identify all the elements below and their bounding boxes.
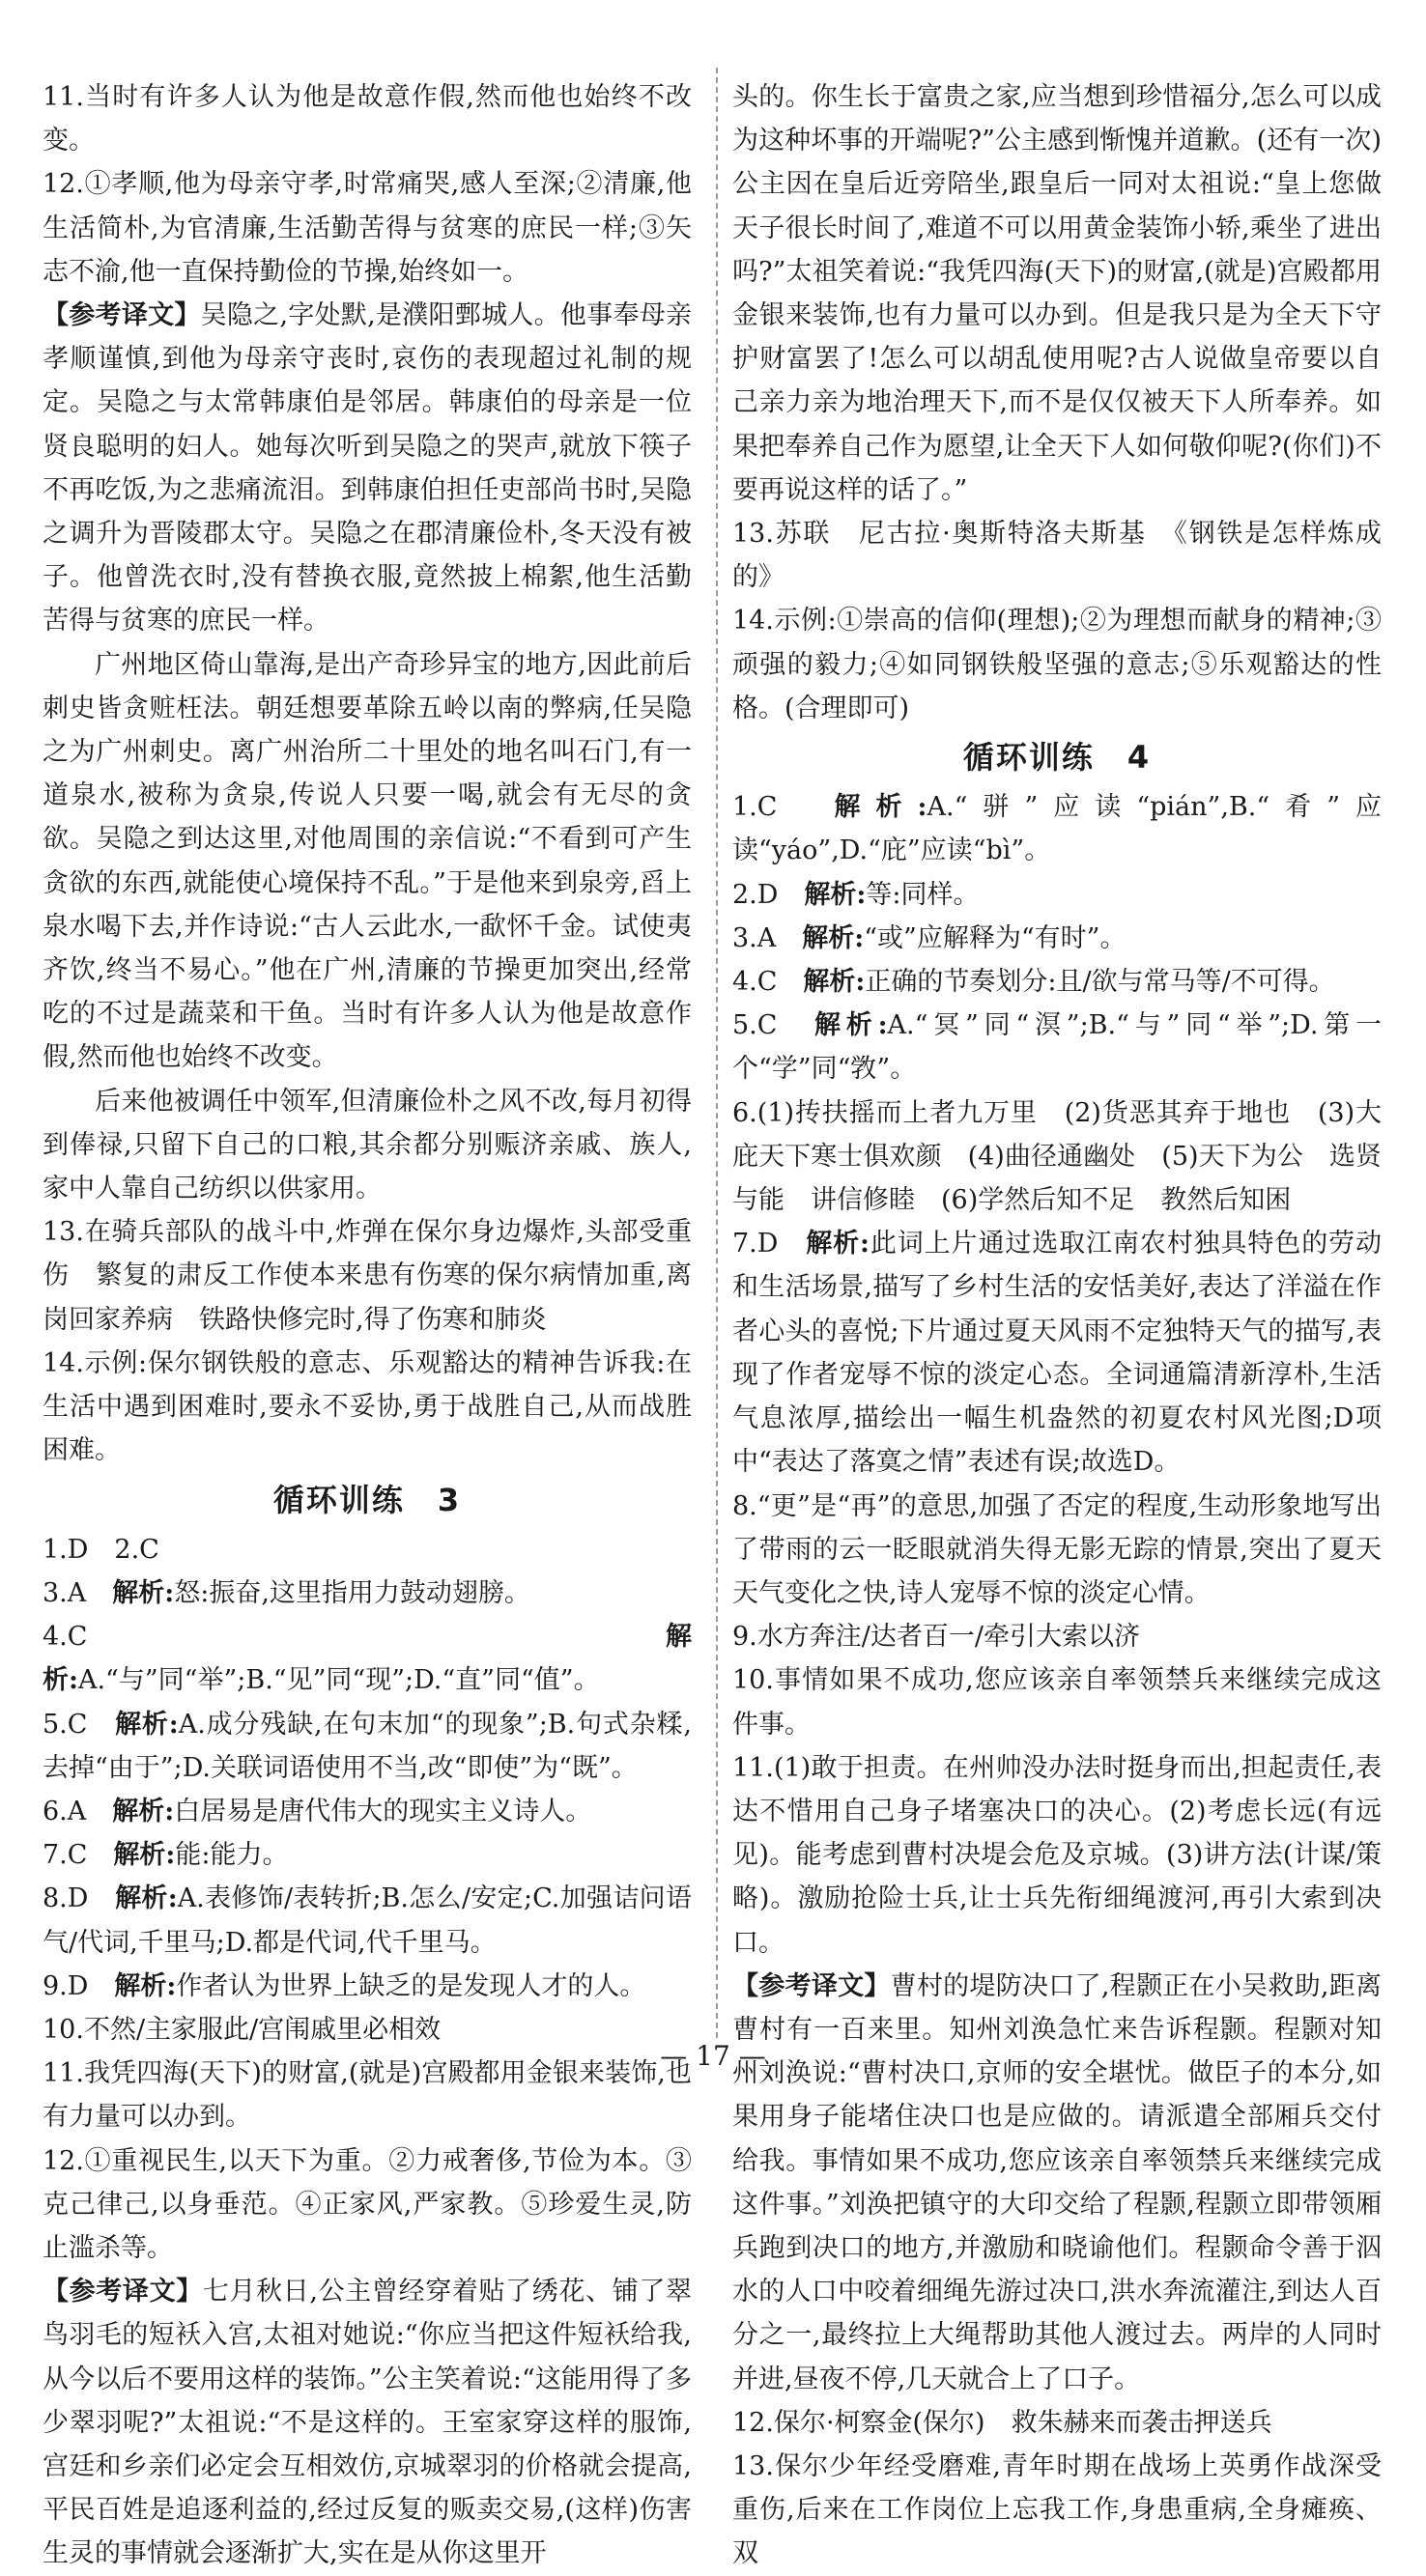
answer-number: 2.D: [732, 879, 805, 910]
reference-translation: [732, 1965, 1382, 2401]
reference-text: 曹村的堤防决口了,程颢正在小吴救助,距离曹村有一百来里。知州刘涣急忙来告诉程颢。程颢对知州刘涣说:“曹村决口,京师的安全堪忧。做臣子的本分,如果用身子能堵住决口也是应做的。请派遣全部厢兵交付给我。事情如果不成功,您应该亲自率领禁兵来继续完成这件事。”刘涣把镇守的大印交给了程颢,程颢立即带领厢兵跑到决口的地方,并激励和晓谕他们。程颢命令善于泅水的人口中咬着细绳先游过决口,洪水奔流灌注,到达人百分之一,最终拉上大绳帮助其他人渡过去。两岸的人同时并进,昼夜不停,几天就合上了口子。: [732, 1970, 1382, 2394]
paragraph-continued: 头的。你生长于富贵之家,应当想到珍惜福分,怎么可以成为这种坏事的开端呢?”公主感到惭愧并道歉。(还有一次)公主因在皇后近旁陪坐,跟皇后一同对太祖说:“皇上您做天子很长时间了,难道不可以用黄金装饰小轿,乘坐了进出吗?”太祖笑着说:“我凭四海(天下)的财富,(就是)宫殿都用金银来装饰,也有力量可以办到。但是我只是为全天下守护财富罢了!怎么可以胡乱使用呢?古人说做皇帝要以自己亲力亲为地治理天下,而不是仅仅被天下人所奉养。如果把奉养自己作为愿望,让全天下人如何敬仰呢?(你们)不要再说这样的话了。”: [732, 82, 1382, 505]
reference-text: 吴隐之,字处默,是濮阳鄄城人。他事奉母亲孝顺谨慎,到他为母亲守丧时,哀伤的表现超过礼制的规定。吴隐之与太常韩康伯是邻居。韩康伯的母亲是一位贤良聪明的妇人。她每次听到吴隐之的哭声,就放下筷子不再吃饭,为之悲痛流泪。到韩康伯担任吏部尚书时,吴隐之调升为晋陵郡太守。吴隐之在郡清廉俭朴,冬天没有被子。他曾洗衣时,没有替换衣服,竟然披上棉絮,他生活勤苦得与贫寒的庶民一样。: [43, 300, 692, 637]
analysis-label: 解析:: [43, 1622, 692, 1696]
paragraph: 广州地区倚山靠海,是出产奇珍异宝的地方,因此前后刺史皆贪赃枉法。朝廷想要革除五岭以南的弊病,任吴隐之为广州刺史。离广州治所二十里处的地名叫石门,有一道泉水,被称为贪泉,传说人只要一喝,就会有无尽的贪欲。吴隐之到达这里,对他周围的亲信说:“不看到可产生贪欲的东西,就能使心境保持不乱。”于是他来到泉旁,舀上泉水喝下去,并作诗说:“古人云此水,一歃怀千金。试使夷齐饮,终当不易心。”他在广州,清廉的节操更加突出,经常吃的不过是蔬菜和干鱼。当时有许多人认为他是故意作假,然而他也始终不改变。: [43, 649, 692, 1073]
answer-item: [43, 1703, 692, 1790]
answer-item: 11.我凭四海(天下)的财富,(就是)宫殿都用金银来装饰,也有力量可以办到。: [43, 2058, 692, 2133]
answer-item: [732, 873, 1382, 917]
answer-number: 6.A: [43, 1796, 113, 1826]
paragraph: 后来他被调任中领军,但清廉俭朴之风不改,每月初得到俸禄,只留下自己的口粮,其余都分别赈济亲戚、族人,家中人靠自己纺织以供家用。: [43, 1086, 692, 1204]
answer-item: [43, 1571, 692, 1615]
analysis-text: 能:能力。: [175, 1840, 289, 1871]
answer-item: 14.示例:①崇高的信仰(理想);②为理想而献身的精神;③顽强的毅力;④如同钢铁般坚强的意志;⑤乐观豁达的性格。(合理即可): [732, 606, 1382, 723]
answer-item: [732, 960, 1382, 1004]
analysis-text: A.“骈”应读“pián”,B.“肴”应读“yáo”,D.“庇”应读“bì”。: [732, 792, 1383, 866]
analysis-text: A.表修饰/表转折;B.怎么/安定;C.加强诘问语气/代词,千里马;D.都是代词,代千里马。: [43, 1883, 693, 1958]
page-number: — 17 —: [660, 2040, 766, 2072]
answer-number: 8.D: [43, 1883, 116, 1914]
answer-number: 9.D: [43, 1970, 115, 2001]
answer-item: 8.“更”是“再”的意思,加强了否定的程度,生动形象地写出了带雨的云一眨眼就消失得无影无踪的情景,突出了夏天天气变化之快,诗人宠辱不惊的淡定心情。: [732, 1490, 1382, 1608]
section-title: 循环训练 4: [962, 739, 1152, 777]
answer-item: 11.当时有许多人认为他是故意作假,然而他也始终不改变。: [43, 82, 692, 156]
answer-item: [43, 1833, 692, 1877]
answer-item: 10.不然/主家服此/宫闱戚里必相效: [43, 2014, 442, 2045]
answer-number: 7.D: [732, 1229, 807, 1260]
answer-item: 13.保尔少年经受磨难,青年时期在战场上英勇作战深受重伤,后来在工作岗位上忘我工作,身患重病,全身瘫痪、双: [732, 2450, 1382, 2569]
reference-label: 【参考译文】: [732, 1970, 891, 2001]
answer-item: [732, 1004, 1382, 1090]
answer-item: 11.(1)敢于担责。在州帅没办法时挺身而出,担起责任,表达不惜用自己身子堵塞决口的决心。(2)考虑长远(有远见)。能考虑到曹村决堤会危及京城。(3)讲方法(计谋/策略)。激励抢险士兵,让士兵先衔细绳渡河,再引大索到决口。: [732, 1752, 1382, 1958]
answer-item: [732, 917, 1382, 960]
analysis-text: 此词上片通过选取江南农村独具特色的劳动和生活场景,描写了乡村生活的安恬美好,表达了洋溢在作者心头的喜悦;下片通过夏天风雨不定独特天气的描写,表现了作者宠辱不惊的淡定心态。全词通篇清新淳朴,生活气息浓厚,描绘出一幅生机盎然的初夏农村风光图;D项中“表达了落寞之情”表述有误;故选D。: [732, 1229, 1382, 1478]
answer-number: 7.C: [43, 1840, 114, 1871]
answer-item: 12.①重视民生,以天下为重。②力戒奢侈,节俭为本。③克己律己,以身垂范。④正家风,严家教。⑤珍爱生灵,防止滥杀等。: [43, 2145, 692, 2263]
analysis-label: 解析:: [804, 879, 867, 910]
reference-label: 【参考译文】: [43, 300, 201, 331]
analysis-text: 正确的节奏划分:且/欲与常马等/不可得。: [865, 967, 1335, 998]
analysis-label: 解析:: [113, 1840, 176, 1871]
analysis-label: 解析:: [806, 1229, 870, 1260]
answer-item: 9.水方奔注/达者百一/牵引大索以济: [732, 1622, 1140, 1653]
reference-translation: [43, 2270, 692, 2575]
section-title: 循环训练 3: [272, 1481, 462, 1518]
answer-number: 5.C: [732, 1010, 814, 1041]
answer-number: 4.C: [732, 967, 804, 998]
reference-translation: [43, 294, 692, 643]
answer-item: 1.D 2.C: [43, 1534, 159, 1565]
analysis-text: 等:同样。: [866, 879, 980, 910]
analysis-text: 白居易是唐代伟大的现实主义诗人。: [174, 1796, 592, 1826]
analysis-label: 解析:: [802, 922, 865, 953]
analysis-text: A.“冥”同“溟”;B.“与”同“举”;D.第一个“学”同“敩”。: [732, 1010, 1382, 1085]
analysis-label: 解析:: [115, 1883, 178, 1914]
analysis-label: 解析:: [115, 1709, 179, 1740]
analysis-text: 怒:振奋,这里指用力鼓动翅膀。: [174, 1577, 530, 1608]
answer-item: 13.在骑兵部队的战斗中,炸弹在保尔身边爆炸,头部受重伤 繁复的肃反工作使本来患有伤寒的保尔病情加重,离岗回家养病 铁路快修完时,得了伤寒和肺炎: [43, 1217, 692, 1335]
analysis-label: 解析:: [834, 792, 927, 823]
analysis-text: “或”应解释为“有时”。: [864, 922, 1127, 953]
reference-text: 七月秋日,公主曾经穿着贴了绣花、铺了翠鸟羽毛的短袄入宫,太祖对她说:“你应当把这件短袄给我,从今以后不要用这样的装饰。”公主笑着说:“这能用得了多少翠羽呢?”太祖说:“不是这样的。王室家穿这样的服饰,宫廷和乡亲们必定会互相效仿,京城翠羽的价格就会提高,平民百姓是追逐利益的,经过反复的贩卖交易,(这样)伤害生灵的事情就会逐渐扩大,实在是从你这里开: [43, 2277, 692, 2569]
answer-item: 14.示例:保尔钢铁般的意志、乐观豁达的精神告诉我:在生活中遇到困难时,要永不妥协,勇于战胜自己,从而战胜困难。: [43, 1347, 692, 1466]
answer-number: 3.A: [732, 922, 803, 953]
answer-item: 10.事情如果不成功,您应该亲自率领禁兵来继续完成这件事。: [732, 1665, 1382, 1740]
column-divider: [716, 68, 718, 2038]
analysis-label: 解析:: [803, 967, 866, 998]
analysis-text: A.“与”同“举”;B.“见”同“现”;D.“直”同“值”。: [77, 1665, 600, 1696]
right-column: [732, 75, 1382, 2576]
answer-item: [732, 785, 1382, 872]
reference-label: 【参考译文】: [43, 2277, 203, 2307]
answer-item: [43, 1965, 692, 2008]
answer-number: 5.C: [43, 1709, 116, 1740]
answer-item: [43, 1790, 692, 1833]
answer-item: 12.保尔·柯察金(保尔) 救朱赫来而袭击押送兵: [732, 2407, 1272, 2438]
answer-item: [43, 1615, 692, 1702]
analysis-label: 解析:: [112, 1577, 175, 1608]
left-column: [43, 75, 692, 2576]
analysis-label: 解析:: [112, 1796, 175, 1826]
analysis-label: 解析:: [114, 1970, 177, 2001]
answer-number: 4.C: [43, 1622, 666, 1653]
answer-number: 1.C: [732, 792, 835, 823]
analysis-label: 解析:: [814, 1010, 888, 1041]
answer-item: [732, 1222, 1382, 1484]
answer-item: 12.①孝顺,他为母亲守孝,时常痛哭,感人至深;②清廉,他生活简朴,为官清廉,生活勤苦得与贫寒的庶民一样;③矢志不渝,他一直保持勤俭的节操,始终如一。: [43, 169, 692, 287]
answer-number: 3.A: [43, 1577, 113, 1608]
analysis-text: A.成分残缺,在句末加“的现象”;B.句式杂糅,去掉“由于”;D.关联词语使用不当,改“即使”为“既”。: [43, 1709, 692, 1783]
answer-item: 13.苏联 尼古拉·奥斯特洛夫斯基 《钢铁是怎样炼成的》: [732, 519, 1382, 593]
answer-item: 6.(1)抟扶摇而上者九万里 (2)货恶其弃于地也 (3)大庇天下寒士俱欢颜 (4)曲径通幽处 (5)天下为公 选贤与能 讲信修睦 (6)学然后知不足 教然后知困: [732, 1097, 1382, 1216]
answer-item: [43, 1877, 692, 1964]
analysis-text: 作者认为世界上缺乏的是发现人才的人。: [176, 1970, 646, 2001]
